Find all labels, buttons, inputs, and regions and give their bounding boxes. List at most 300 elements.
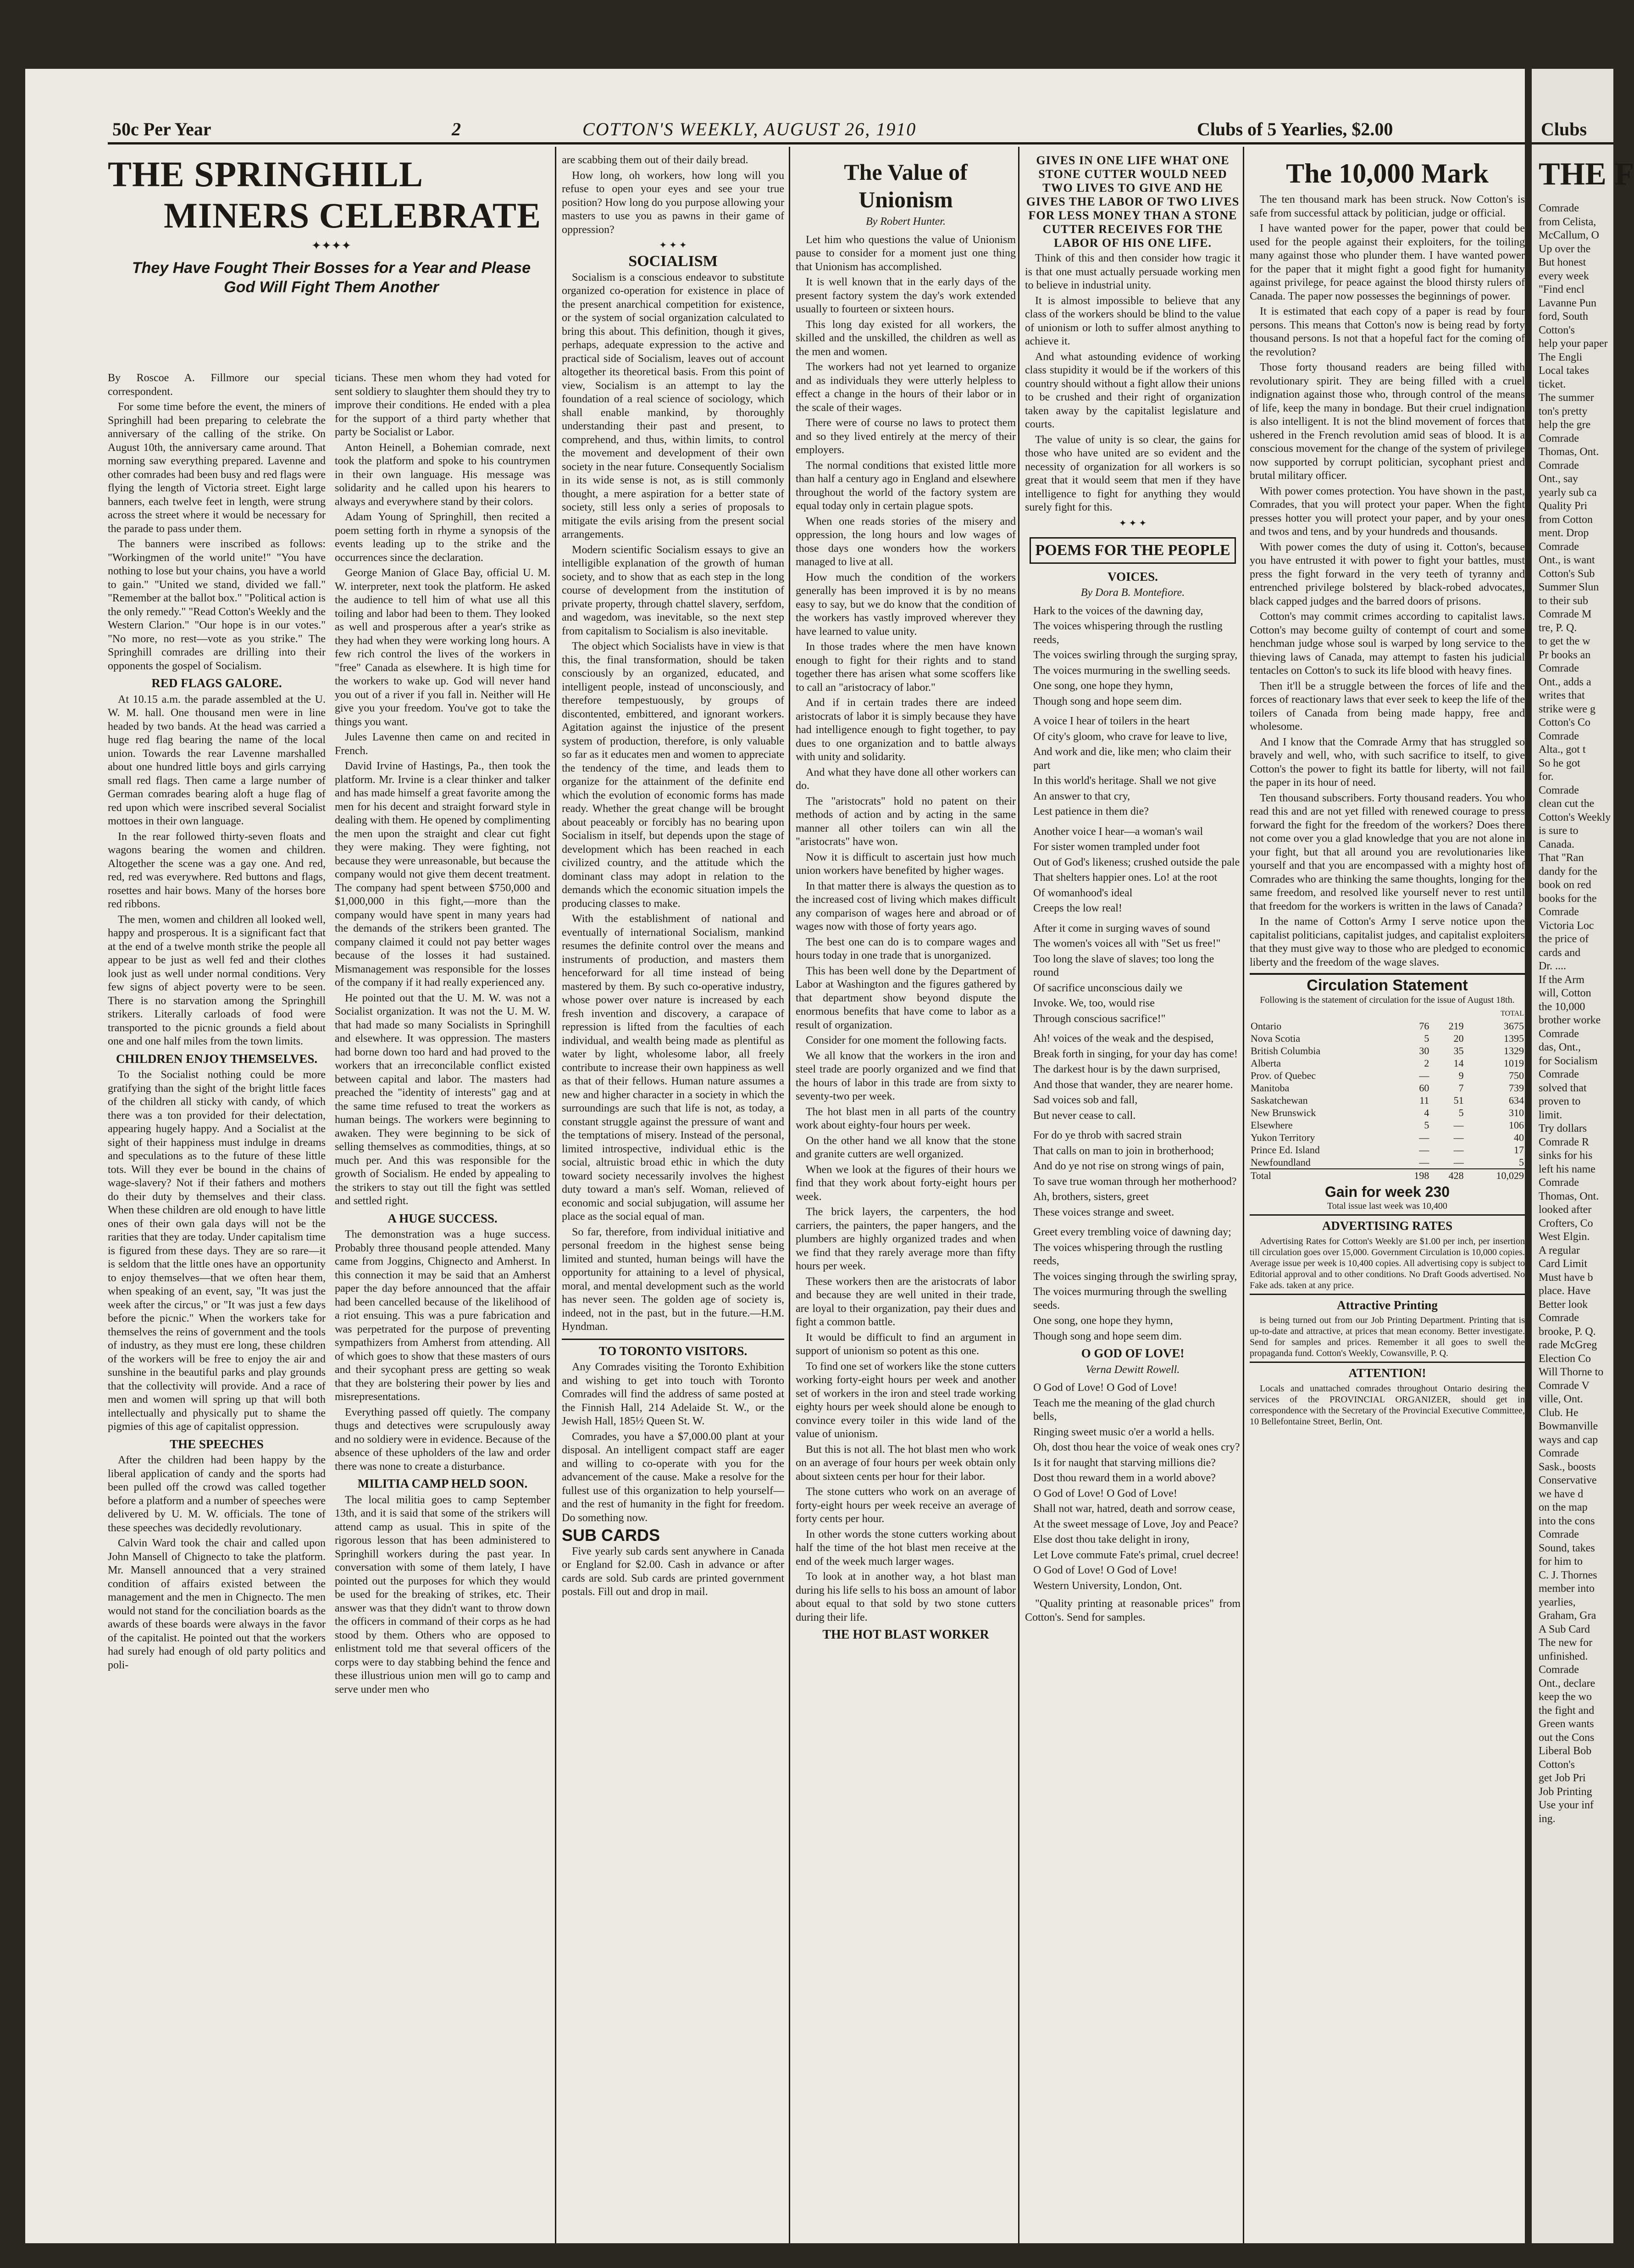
facing-column-line: ways and cap [1539,1434,1598,1446]
poem-line: Teach me the meaning of the glad church bells, [1033,1397,1215,1423]
facing-column-line: That "Ran [1539,852,1584,864]
article-paragraph: The hot blast men in all parts of the country work about eighty-four hours per week. [796,1106,1016,1131]
facing-column-line: ment. Drop [1539,527,1589,539]
facing-column-line: Lavanne Pun [1539,297,1596,309]
facing-column-line: sinks for his [1539,1150,1593,1162]
facing-column-line: Comrade [1539,1028,1579,1040]
facing-column-line: Cotton's Co [1539,717,1591,728]
article-paragraph: It is estimated that each copy of a paper is read by four persons. This means that Cotton's now is being read by forty thousand persons. Is not that a hopeful fact for the coming of the revolution? [1250,306,1525,358]
circulation-cell-b: 20 [1453,1033,1464,1044]
facing-page-edge [1532,69,1634,2243]
facing-column-line: to get the w [1539,635,1590,647]
circulation-cell-total: 106 [1509,1119,1524,1131]
poem-line: Else dost thou take delight in irony, [1033,1534,1190,1545]
article-paragraph: With the establishment of national and eventually of international Socialism, mankind resumes the definite control over the means and instruments of production, and masters them henceforward for all time instead of being mastered by them. By such co-operative industry, whose power over nature is increased by each fresh invention and discovery, a carapace of repression is lifted from the faculties of each individual, and wealth being made as plentiful as water by light, wholesome labor, all freely contribute to increase their own happiness as well as that of their fellows. Human nature assumes a new and higher character in a society in which the surroundings are such that life is not, as today, a constant struggle against the pressure of want and the temptations of misery. Instead of the personal, limited introspective, individual ethic is the social, altruistic broad ethic in which the duty toward society necessarily involves the highest duty toward a man's self. Woman, relieved of economic and social subjugation, will assume her place as the social equal of man. [562,913,784,1223]
poem-line: Let Love commute Fate's primal, cruel decree! [1033,1549,1239,1561]
article-paragraph: To look at in another way, a hot blast man during his life sells to his boss an amount of labor about equal to that sold by two stone cutters during their life. [796,1571,1016,1623]
circulation-cell-prov: Manitoba [1251,1082,1290,1094]
facing-column-line: books for the [1539,892,1597,905]
facing-column-line: left his name [1539,1163,1595,1175]
circulation-row [1250,1119,1525,1131]
facing-column-line: Up over the [1539,243,1591,255]
poem-line: The darkest hour is by the dawn surprised, [1033,1063,1220,1075]
circulation-cell-a: 5 [1424,1033,1429,1044]
circulation-cell-total: 5 [1519,1156,1524,1168]
article-paragraph: Anton Heinell, a Bohemian comrade, next took the platform and spoke to his countrymen in their own language. His message was solidarity and he called upon his hearers to always and everywhere stand by their colors. [335,441,550,508]
poem-line: The voices singing through the swirling spray, [1033,1270,1237,1283]
caps-statement: GIVES IN ONE LIFE WHAT ONE STONE CUTTER WOULD NEED TWO LIVES TO GIVE AND HE GIVES THE LABOR OF TWO LIVES FOR LESS MONEY THAN A STONE CUTTER RECEIVES FOR THE LABOR OF HIS ONE LIFE. [1026,154,1240,250]
facing-column-line: Thomas, Ont. [1539,1190,1599,1202]
facing-column-line: for him to [1539,1556,1583,1568]
facing-column-line: Comrade [1539,1664,1579,1676]
facing-column-line: The new for [1539,1637,1593,1649]
article-paragraph: Calvin Ward took the chair and called upon John Mansell of Chignecto to take the platform. Mr. Mansell announced that a very strained condition of affairs existed between the management and the men in Chignecto. The men would not stand for the conciliation boards as the awards of these boards were always in the favor of the capitalist. He pointed out that the workers had surely had enough of old party politics and poli- [108,1537,326,1671]
facing-column-line: on the map [1539,1501,1588,1513]
circulation-cell-prov: Newfoundland [1251,1156,1311,1168]
facing-column-line: Crofters, Co [1539,1217,1593,1229]
headline-ornament: ✦✦✦✦ [311,239,352,252]
facing-column-line: is sure to [1539,825,1579,837]
article-paragraph: How long, oh workers, how long will you refuse to open your eyes and see your true position? How long do you purpose allowing your masters to use you as pawns in their game of oppression? [562,169,784,236]
advertising-text: Advertising Rates for Cotton's Weekly are $1.00 per inch, per insertion till circulation goes over 15,000. Government Circulation is 10,000 copies. Average issue per week is 10,400 copies. All advertising copy is subject to Editorial approval and to other conditions. No Draft Goods advertised. No Fake ads. taken at any price. [1250,1236,1525,1290]
facing-column-line: for Socialism [1539,1055,1598,1067]
facing-column-line: solved that [1539,1082,1587,1094]
facing-column-line: Comrade [1539,459,1579,472]
section-rule [1250,1362,1525,1363]
circulation-cell-b: 7 [1458,1082,1464,1094]
article-paragraph: George Manion of Glace Bay, official U. M. W. interpreter, next took the platform. He asked the audience to tell him of what use all this toiling and labor had been to them. They looked as well and prosperous after a year's strike as they had when they were working long hours. A few rich control the lives of the workers in "free" Canada as elsewhere. It is high time for the workers to wake up. God will never hand you out of a river if you fall in. Neither will He give you your freedom. You've got to take the things you want. [335,567,550,728]
article-paragraph: The demonstration was a huge success. Probably three thousand people attended. Many came from Joggins, Chignecto and Amherst. In this connection it may be said that an Amherst paper the day before announced that the affair had been cancelled because of the likelihood of a riot ensuing. This was a pure fabrication and was perpetrated for the purpose of preventing sympathizers from Amherst from attending. All of which goes to show that these masters of ours and their sycophant press are getting so weak that they are bolstering their power by lies and misrepresentations. [335,1228,550,1403]
circulation-cell-prov: British Columbia [1251,1045,1321,1056]
facing-column-line: Comrade V [1539,1379,1590,1392]
circulation-cell-total: 750 [1509,1070,1524,1081]
circulation-cell-total: 634 [1509,1095,1524,1106]
article-paragraph: Socialism is a conscious endeavor to substitute organized co-operation for existence in place of the present anarchical competition for existence, or the system of social organization calculated to bring this about. This definition, though it gives, perhaps, adequate expression to the active and practical side of Socialism, leaves out of account altogether its theoretical basis. From this point of view, Socialism is an attempt to lay the foundation of a real science of sociology, which shall enable mankind, by thoroughly understanding their past and present, to comprehend, and thus, within limits, to control the movement and development of their own society in the near future. Consequently Socialism in its wide sense is not, as is still commonly thought, a mere aspiration for a better state of society, still less only a series of proposals to mitigate the evils arising from the present social arrangements. [562,271,784,540]
facing-column-line: Victoria Loc [1539,919,1594,932]
facing-column-line: the price of [1539,933,1589,945]
article-paragraph: And what they have done all other workers can do. [796,766,1016,792]
poem-line: Through conscious sacrifice!" [1033,1012,1166,1025]
sub-cards-heading: SUB CARDS [562,1526,660,1545]
poem-line: The voices whispering through the rustling reeds, [1033,620,1223,646]
article-paragraph: ticians. These men whom they had voted for sent soldiery to slaughter them should they try to improve their conditions. He ended with a plea for the support of a third party whether that party be Socialist or Labor. [335,372,550,438]
total-b: 428 [1448,1170,1464,1181]
facing-column-line: book on red [1539,879,1591,891]
circulation-row [1250,1020,1525,1032]
newspaper-page [25,69,1525,2243]
facing-column-line: Comrade [1539,202,1579,214]
article-paragraph: Five yearly sub cards sent anywhere in Canada or England for $2.00. Cash in advance or after cards are sold. Sub cards are printed government postals. Fill out and drop in mail. [562,1545,784,1598]
facing-column-line: Summer Slun [1539,581,1599,593]
article-paragraph: It is almost impossible to believe that any class of the workers should be blind to the value of unionism or loth to suffer almost anything to achieve it. [1025,295,1241,347]
article-paragraph: Ten thousand subscribers. Forty thousand readers. You who read this and are not yet filled with renewed courage to press forward the fight for the freedom of the workers? Does there not come over you a glad knowledge that you are not alone in your fight, but that all around you are revolutionaries like yourself and that you are encompassed with a mighty host of Comrades who are thinking the same thoughts, longing for the same freedom, and resolved like yourself never to rest until that freedom for the workers is written in the laws of Canada? [1250,792,1525,912]
facing-column-line: from Celista, [1539,216,1596,228]
facing-column-line: out the Cons [1539,1731,1595,1744]
facing-column-line: into the cons [1539,1515,1595,1527]
poem-line: Another voice I hear—a woman's wail [1033,825,1203,838]
circulation-cell-b: 35 [1453,1045,1464,1056]
poem-title: VOICES. [1108,569,1158,584]
section-rule [1250,973,1525,975]
facing-column-line: If the Arm [1539,973,1584,986]
facing-column-line: Election Co [1539,1352,1591,1365]
circulation-cell-a: 4 [1424,1107,1429,1118]
printing-notice: "Quality printing at reasonable prices" from Cotton's. Send for samples. [1025,1598,1241,1623]
facing-column-line: for. [1539,771,1554,783]
facing-column-line: Comrade [1539,540,1579,553]
circulation-cell-a: — [1419,1156,1429,1168]
article-paragraph: With power comes the duty of using it. Cotton's, because you have entrusted it with power to fight your battles, must press the fight forward in the very teeth of tyranny and entrenched privilege bolstered by black-robed advocates, black capped judges and the barred doors of prisons. [1250,541,1525,607]
facing-column-line: Conservative [1539,1474,1597,1486]
circulation-cell-b: 9 [1458,1070,1464,1081]
last-week-total: Total issue last week was 10,400 [1327,1201,1447,1211]
facing-column-line: tre, P. Q. [1539,622,1577,634]
circulation-cell-b: — [1453,1119,1464,1131]
attractive-printing-text: is being turned out from our Job Printing Department. Printing that is up-to-date and attractive, at prices that mean economy. Better investigate. Send for samples and prices. Remember it all goes to swell the propaganda fund. Cotton's Weekly, Cowansville, P. Q. [1250,1315,1525,1358]
facing-column-line: Cotton's Weekly [1539,811,1611,823]
poem-line: The women's voices all with "Set us free!" [1033,938,1221,950]
article-paragraph: David Irvine of Hastings, Pa., then took the platform. Mr. Irvine is a clear thinker and talker and has made himself a great favorite among the men for his decent and straight forward style in dealing with them. He opened by complimenting the men upon the straight and clear cut fight they were making. They were fighting, not because they were unreasonable, but because the company would not give them decent treatment. The company had spent between $750,000 and $1,000,000 in this fight,—more than the company would have spent in many years had the demands of the strikers been granted. The company claimed it could not pay better wages because of the losses it had sustained. Mismanagement was responsible for the losses of the company if it had really experienced any. [335,760,550,989]
facing-column-line: brother worke [1539,1014,1601,1026]
article-paragraph: In the name of Cotton's Army I serve notice upon the capitalist politicians, capitalist judges, and capitalist exploiters that they must give way to those who are pledged to economic liberty and the freedom of the wage slaves. [1250,916,1525,968]
total-a: 198 [1414,1170,1429,1181]
article-paragraph: It is well known that in the early days of the present factory system the day's work extended usually to fourteen or sixteen hours. [796,276,1016,315]
facing-column-line: ton's pretty [1539,405,1588,417]
circulation-row [1250,1144,1525,1156]
poem-line: That calls on man to join in brotherhood; [1033,1145,1214,1157]
circulation-cell-b: 219 [1448,1020,1464,1032]
circulation-header-row [1250,1007,1525,1020]
article-paragraph: We all know that the workers in the iron and steel trade are poorly organized and we find that the hours of labor in this trade are from sixty to seventy-two per week. [796,1050,1016,1102]
article-paragraph: It would be difficult to find an argument in support of unionism so potent as this one. [796,1331,1016,1357]
article-paragraph: Jules Lavenne then came on and recited in French. [335,731,550,757]
facing-column-line: limit. [1539,1109,1562,1121]
facing-column-line: Graham, Gra [1539,1610,1596,1622]
poem-line: Ringing sweet music o'er a world a hells. [1033,1426,1214,1438]
header-clubs: Clubs of 5 Yearlies, $2.00 [1197,119,1393,139]
article-paragraph: This has been well done by the Department of Labor at Washington and the figures gathered by that department show beyond dispute the enormous benefits that have come to labor as a result of organization. [796,965,1016,1031]
facing-column-line: Comrade [1539,1529,1579,1540]
circulation-cell-prov: Alberta [1251,1057,1281,1069]
circulation-row [1250,1106,1525,1119]
circulation-cell-prov: Prov. of Quebec [1251,1070,1316,1081]
facing-column-line: strike were g [1539,703,1595,715]
section-rule [1250,1214,1525,1216]
article-paragraph: This long day existed for all workers, the skilled and the unskilled, the children as well as the men and women. [796,318,1016,358]
facing-column-line: A Sub Card [1539,1623,1590,1635]
circulation-cell-prov: Ontario [1251,1020,1282,1032]
facing-column-line: The Engli [1539,351,1583,363]
circulation-row [1250,1057,1525,1069]
circulation-cell-b: — [1453,1156,1464,1168]
facing-column-line: Must have b [1539,1271,1593,1284]
poem-line: The voices swirling through the surging spray, [1033,649,1238,661]
facing-column-line: yearlies, [1539,1596,1576,1608]
poem-line: Out of God's likeness; crushed outside the pale [1033,856,1240,868]
facing-column-line: das, Ont., [1539,1041,1581,1053]
facing-column-line: Ont., adds a [1539,676,1591,688]
poem-line: After it come in surging waves of sound [1033,922,1210,934]
circulation-cell-total: 739 [1509,1082,1524,1094]
facing-column-line: Try dollars [1539,1123,1587,1134]
article-paragraph: When we look at the figures of their hours we find that they work about forty-eight hours per week. [796,1163,1016,1203]
facing-column-line: Will Thorne to [1539,1366,1604,1378]
poem-line: One song, one hope they hymn, [1033,680,1173,692]
circulation-cell-b: 51 [1453,1095,1464,1106]
facing-rule [1532,142,1613,145]
section-heading: TO TORONTO VISITORS. [598,1344,748,1358]
section-rule [1250,1294,1525,1295]
article-byline: By Roscoe A. Fillmore our special correspondent. [108,372,326,398]
article-paragraph: The local militia goes to camp September 13th, and it is said that some of the strikers will attend camp as usual. This in spite of the rigorous lesson that has been administered to Springhill workers during the past year. In conversation with some of them lately, I have pointed out the purposes for which they would be used for the breaking of strikes, etc. Their answer was that they didn't want to throw down the officers in command of their corps as he had stood by them. Others who are opposed to enlistment told me that several officers of the corps were to day stabbing behind the fence and these illustrious union men will go to camp and serve under men who [335,1494,550,1695]
article-paragraph: Those forty thousand readers are being filled with revolutionary spirit. They are being filled with a cruel indignation against those who, through control of the means of life, keep the many in bondage. But their cruel indignation is also intelligent. It is not the blind movement of forces that ushered in the French revolution amid seas of blood. It is a conscious movement for the change of the system of privilege now supported by corrupt politician, sycophant priest and brutal military officer. [1250,361,1525,482]
poem-line: For do ye throb with sacred strain [1033,1129,1182,1141]
poem-line: An answer to that cry, [1033,790,1130,802]
poem-line: Ah, brothers, sisters, greet [1033,1191,1149,1203]
facing-column-line: will, Cotton [1539,987,1591,999]
facing-column-line: A regular [1539,1244,1580,1256]
circulation-table [1250,1007,1525,1182]
total-value: 10,029 [1496,1170,1524,1181]
article-byline: By Robert Hunter. [866,216,946,228]
article-paragraph: The banners were inscribed as follows: "Workingmen of the world unite!" "You have nothing to lose but your chains, you have a world to gain." "United we stand, divided we fall." "Remember at the ballot box." "Political action is the only remedy." "Read Cotton's Weekly and the Western Clarion." "Our hope is in our votes." "No more, no rest—vote as you strike." The Springhill comrades are drilling into their opponents the gospel of Socialism. [108,538,326,672]
circulation-row [1250,1069,1525,1082]
poem-line: The voices whispering through the rustling reeds, [1033,1241,1223,1267]
facing-column-line: the fight and [1539,1704,1595,1717]
column-rule [789,147,790,2243]
facing-column-line: Canada. [1539,838,1574,850]
article-paragraph: Adam Young of Springhill, then recited a poem setting forth in rhyme a synopsis of the events leading up to the strike and the occurrences since the declaration. [335,511,550,564]
poem-line: But never cease to call. [1033,1109,1136,1122]
facing-column-line: Comrade [1539,1068,1579,1080]
facing-column-line: unfinished. [1539,1650,1588,1662]
facing-column-line: dandy for the [1539,865,1597,878]
column-rule [555,147,556,2243]
poem-line: Of sacrifice unconscious daily we [1033,982,1183,994]
article-paragraph: Any Comrades visiting the Toronto Exhibition and wishing to get into touch with Toronto Comrades will find the address of same posted at the Finnish Hall, 214 Adelaide St. W., or the Jewish Hall, 185½ Queen St. W. [562,1361,784,1427]
article-paragraph: Then it'll be a struggle between the forces of life and the forces of reactionary laws that ever seek to keep the life of the toilers of Canada from being made happy, free and wholesome. [1250,680,1525,733]
circulation-cell-prov: New Brunswick [1251,1107,1316,1118]
headline-line-1: THE SPRINGHILL [108,154,424,194]
poem-line: Lest patience in them die? [1033,806,1149,817]
facing-column-line: Cotton's [1539,324,1575,336]
facing-column-line: every week [1539,270,1589,282]
circulation-col-header [1396,1007,1430,1020]
facing-column-line: from Cotton [1539,513,1593,526]
circulation-cell-total: 1019 [1504,1057,1524,1069]
attractive-printing-heading: Attractive Printing [1337,1298,1438,1312]
facing-column-line: looked after [1539,1204,1592,1216]
facing-column-line: The summer [1539,392,1594,404]
circulation-intro: Following is the statement of circulation for the issue of August 18th. [1260,995,1515,1005]
value-of-unionism-title: The Value of Unionism [844,159,968,212]
voices-poem [1025,605,1241,1344]
facing-column-line: Ont., declare [1539,1677,1595,1690]
facing-column-line: So he got [1539,757,1580,769]
facing-column-line: Ont., say [1539,473,1578,485]
facing-column-line: rade McGreg [1539,1339,1597,1351]
facing-column-line: yearly sub ca [1539,486,1597,499]
circulation-cell-a: 76 [1419,1020,1429,1032]
circulation-heading: Circulation Statement [1307,977,1468,994]
facing-column-line: get Job Pri [1539,1772,1586,1784]
article-paragraph: When one reads stories of the misery and oppression, the long hours and low wages of those days one wonders how the workers managed to live at all. [796,515,1016,568]
circulation-cell-prov: Elsewhere [1251,1119,1293,1131]
poem-line: For sister women trampled under foot [1033,841,1200,853]
circulation-cell-total: 3675 [1504,1020,1524,1032]
circulation-cell-a: 60 [1419,1082,1429,1094]
article-paragraph: To the Socialist nothing could be more gratifying than the sight of the bright little faces of the children all sticky with candy, of which there was a ton provided for their delectation, appearing hugely happy. And a Socialist at the sight of their happiness must indulge in dreams and speculations as to the future of these little tots. Will they ever be bound in the chains of wage-slavery? Not if their fathers and mothers do their duty by themselves and their class. When these children are old enough to have little ones of their own gala days will not be the rarities that they are today. Under capitalism time is figured from these days. They are so rare—it is seldom that the little ones have an opportunity to enjoy themselves—that we often hear them, when speaking of an event, say, "It was just the week after the circus," or "It was just a few days before the picnic." When the workers take for themselves the reins of government and the tools of industry, as they must ere long, these children of the workers will be free to enjoy the air and sunshine in the beautiful parks and play grounds that the collectivity will provide. And a race of men and women will spring up that will both intellectually and physically put to shame the pigmies of this age of capitalist oppression. [108,1069,326,1433]
facing-column-line: Ont., is want [1539,554,1595,566]
article-paragraph: After the children had been happy by the liberal application of candy and the sports had been pulled off the crowd was called together before a platform and a number of speeches were delivered by U. M. W. officials. The tone of these speeches was decidedly revolutionary. [108,1454,326,1534]
total-label: Total [1251,1170,1271,1181]
poem-line: A voice I hear of toilers in the heart [1033,715,1190,727]
column-rule [1243,147,1244,2243]
ten-thousand-mark-title: The 10,000 Mark [1286,158,1489,189]
circulation-cell-a: 2 [1424,1057,1429,1069]
facing-column-line: Comrade R [1539,1136,1589,1148]
article-paragraph: In that matter there is always the question as to the increased cost of living which makes difficult any comparison of wages here and abroad or of wages now with those of forty years ago. [796,880,1016,933]
article-paragraph: In other words the stone cutters working about half the time of the hot blast men receive at the end of the week much larger wages. [796,1528,1016,1568]
circulation-cell-total: 17 [1514,1144,1524,1156]
article-paragraph: The value of unity is so clear, the gains for those who have united are so evident and the necessity of organization for all workers is so great that it would seem that men if they have intelligence to fight for anything they would surely fight for this. [1025,434,1241,513]
facing-column-line: "Find encl [1539,284,1584,295]
facing-column-line: Local takes [1539,365,1589,377]
poem-line: Of city's gloom, who crave for leave to live, [1033,730,1227,743]
poem-line: Invoke. We, too, would rise [1033,997,1155,1009]
facing-column-line: brooke, P. Q. [1539,1325,1596,1338]
article-paragraph: The men, women and children all looked well, happy and prosperous. It is a significant fact that at the end of a twelve month strike the people all appear to be just as well fed and their clothes look just as well under normal conditions. Very few signs of abject poverty were to be seen. There is no starvation among the Springhill strikers. Literally carloads of food were transported to the picnic grounds a field about one and one half miles from the town limits. [108,913,326,1047]
header-price: 50c Per Year [112,119,211,139]
springhill-headline [108,154,555,369]
facing-column-line: Comrade [1539,730,1579,742]
poem-line: O God of Love! O God of Love! [1033,1487,1177,1500]
circulation-row [1250,1032,1525,1045]
poem-line: Western University, London, Ont. [1033,1579,1182,1592]
article-paragraph: The object which Socialists have in view is that this, the final transformation, should be taken consciously by an organized, educated, and intelligent people, instead of unconsciously, and therefore tempestuously, by groups of discontented, embittered, and ignorant workers. Agitation against the injustice of the present system of production, therefore, is only valuable so far as it educates men and women to appreciate the tendency of the time, and leads them to organize for the attainment of the definite end which the evolution of economic forms has made ready. Whether the great change will be brought about peaceably or forcibly has no bearing upon Socialism in itself, but depends upon the stage of development which has been reached in each civilized country, and the attitude which the dominant class may adopt in relation to the demands which the economic situation impels the producing classes to make. [562,640,784,910]
facing-column-line: West Elgin. [1539,1231,1590,1243]
gain-for-week: Gain for week 230 [1324,1184,1450,1200]
column-2 [335,372,550,2243]
poem-line: These voices strange and sweet. [1033,1206,1174,1218]
facing-column-line: C. J. Thornes [1539,1569,1597,1581]
article-paragraph: I have wanted power for the paper, power that could be used for the people against their exploiters, for the toiling many against those who plunder them. I have wanted power for the paper that it might fight a good fight for humanity against privilege, for peace against the blood thirsty rulers of Canada. The paper now possesses the beginnings of power. [1250,222,1525,302]
circulation-col-header [1250,1007,1396,1020]
advertising-heading: ADVERTISING RATES [1322,1219,1453,1233]
facing-column-line: Cotton's Sub [1539,567,1595,580]
article-paragraph: The normal conditions that existed little more than half a century ago in England and elsewhere throughout the world of the factory system are equal today only in certain plague spots. [796,459,1016,512]
poem-line: Ah! voices of the weak and the despised, [1033,1033,1214,1045]
facing-column [1539,202,1613,1826]
circulation-cell-prov: Nova Scotia [1251,1033,1301,1044]
poem-line: Hark to the voices of the dawning day, [1033,605,1203,617]
facing-column-line: help your paper [1539,338,1608,350]
article-paragraph: Now it is difficult to ascertain just how much union workers have benefited by higher wages. [796,851,1016,877]
article-paragraph: Let him who questions the value of Unionism pause to consider for a moment just one thing that Unionism has accomplished. [796,233,1016,273]
article-paragraph: Everything passed off quietly. The company thugs and detectives were scrupulously away and no soldiery were in evidence. Because of the absence of these upholders of the law and order there was none to create a disturbance. [335,1406,550,1473]
article-paragraph: The brick layers, the carpenters, the hod carriers, the painters, the paper hangers, and the plumbers are highly organized trades and when we find that they rarely average more than fifty hours per week. [796,1206,1016,1272]
facing-column-line: to their sub [1539,595,1588,607]
facing-column-line: Cotton's [1539,1758,1575,1771]
circulation-cell-a: — [1419,1070,1429,1081]
facing-column-line: Comrade [1539,784,1579,796]
facing-column-line: Comrade [1539,432,1579,445]
attention-heading: ATTENTION! [1348,1366,1426,1380]
circulation-col-header: TOTAL [1501,1010,1524,1017]
circulation-cell-total: 1395 [1504,1033,1524,1044]
article-paragraph: But this is not all. The hot blast men who work on an average of four hours per week obtain only about sixteen cents per hour for their labor. [796,1443,1016,1483]
facing-column-line: Quality Pri [1539,500,1587,512]
article-paragraph: Think of this and then consider how tragic it is that one must actually persuade working men to believe in industrial unity. [1025,252,1241,291]
circulation-cell-prov: Prince Ed. Island [1251,1144,1320,1156]
column-4 [796,154,1016,2243]
poem-line: That shelters happier ones. Lo! at the root [1033,872,1218,884]
facing-column-line: Sask., boosts [1539,1461,1596,1473]
article-paragraph: At 10.15 a.m. the parade assembled at the U. W. M. hall. One thousand men were in line headed by two bands. At the head was carried a huge red flag bearing the name of the local union. Towards the rear Lavenne marshalled about one hundred little boys and girls carrying small red flags. Then came a large number of German comrades bearing aloft a huge flag of red upon which were inscribed several Socialist mottoes in their own language. [108,693,326,827]
poem-line: The voices murmuring in the swelling seeds. [1033,664,1230,677]
facing-column-line: keep the wo [1539,1691,1592,1703]
article-paragraph: And what astounding evidence of working class stupidity it would be if the workers of this country should without a fight allow their unions to be crushed and their right of organization taken away by the capitalist legislature and courts. [1025,350,1241,430]
poem-line: O God of Love! O God of Love! [1033,1564,1177,1576]
facing-column-line: ville, Ont. [1539,1393,1583,1405]
poem-line: Break forth in singing, for your day has come! [1033,1048,1238,1060]
article-paragraph: So far, therefore, from individual initiative and personal freedom in the highest sense being limited and stunted, human beings will have the opportunity for attaining to a level of physical, moral, and mental development such as the world has never seen. The golden age of society is, indeed, not in the past, but in the future.—H.M. Hyndman. [562,1226,784,1333]
poem-line: Though song and hope seem dim. [1033,1330,1182,1342]
circulation-cell-prov: Yukon Territory [1251,1132,1315,1143]
facing-column-line: Comrade [1539,1312,1579,1324]
article-paragraph: These workers then are the aristocrats of labor and because they are well united in their trade, are loyal to their organization, pay their dues and fight a common battle. [796,1275,1016,1328]
circulation-cell-total: 1329 [1504,1045,1524,1056]
header-masthead: COTTON'S WEEKLY, AUGUST 26, 1910 [582,119,917,139]
column-5 [1025,154,1241,2243]
article-paragraph: The stone cutters who work on an average of forty-eight hours per week receive an average of forty cents per hour. [796,1486,1016,1525]
facing-column-line: Job Printing [1539,1785,1592,1798]
facing-column-line: But honest [1539,256,1586,268]
article-paragraph: In the rear followed thirty-seven floats and wagons bearing the women and children. Altogether the scene was a gay one. And red, red, red was everywhere. Red buttons and flags, rosettes and hair bows. Many of the horses bore red ribbons. [108,830,326,910]
poem-line: Sad voices sob and fall, [1033,1094,1138,1106]
article-paragraph: With power comes protection. You have shown in the past, Comrades, that you will protect your paper. When the fight presses hotter you will protect your paper, and by your ones and twos and tens, and by your hundreds and thousands. [1250,485,1525,538]
facing-column-line: ticket. [1539,378,1566,390]
poem-line: Creeps the low real! [1033,902,1122,914]
poem-line: Too long the slave of slaves; too long the round [1033,953,1214,978]
facing-header: Clubs [1541,119,1587,139]
attention-text: Locals and unattached comrades throughout Ontario desiring the services of the PROVINCIAL ORGANIZER, should get in correspondence with the Secretary of the Provincial Executive Committee, 10 Bellefontaine Street, Berlin, Ont. [1250,1383,1525,1427]
circulation-cell-b: — [1453,1144,1464,1156]
poem-line: Is it for naught that starving millions die? [1033,1456,1216,1469]
poem-line: Greet every trembling voice of dawning day; [1033,1226,1231,1238]
poem-line: To save true woman through her motherhood? [1033,1175,1237,1188]
poem-line: And do ye not rise on strong wings of pain, [1033,1160,1224,1172]
poems-box-heading: POEMS FOR THE PEOPLE [1030,537,1236,564]
circulation-cell-a: 5 [1424,1119,1429,1131]
facing-column-line: Comrade [1539,906,1579,918]
facing-column-line: Liberal Bob [1539,1745,1592,1757]
poem-line: And those that wander, they are nearer home. [1033,1078,1233,1091]
socialism-heading: SOCIALISM [628,253,718,270]
section-divider: ✦ ✦ ✦ [659,240,687,250]
poem-line: One song, one hope they hymn, [1033,1315,1173,1327]
poem-line: The voices murmuring through the swelling seeds. [1033,1286,1227,1312]
poem-line: Though song and hope seem dim. [1033,695,1182,707]
section-heading: RED FLAGS GALORE. [151,676,282,690]
article-paragraph: To find one set of workers like the stone cutters working forty-eight hours per week and another set of workers in the iron and steel trade working eighty hours per week should alone be enough to convince every toiler in this wide land of the value of unionism. [796,1360,1016,1440]
poem-byline: By Dora B. Montefiore. [1080,587,1185,599]
facing-column-line: Green wants [1539,1718,1594,1730]
facing-column-line: place. Have [1539,1285,1591,1297]
section-rule [562,1339,784,1340]
facing-column-line: Use your inf [1539,1799,1594,1811]
facing-column-line: Dr. .... [1539,960,1566,972]
